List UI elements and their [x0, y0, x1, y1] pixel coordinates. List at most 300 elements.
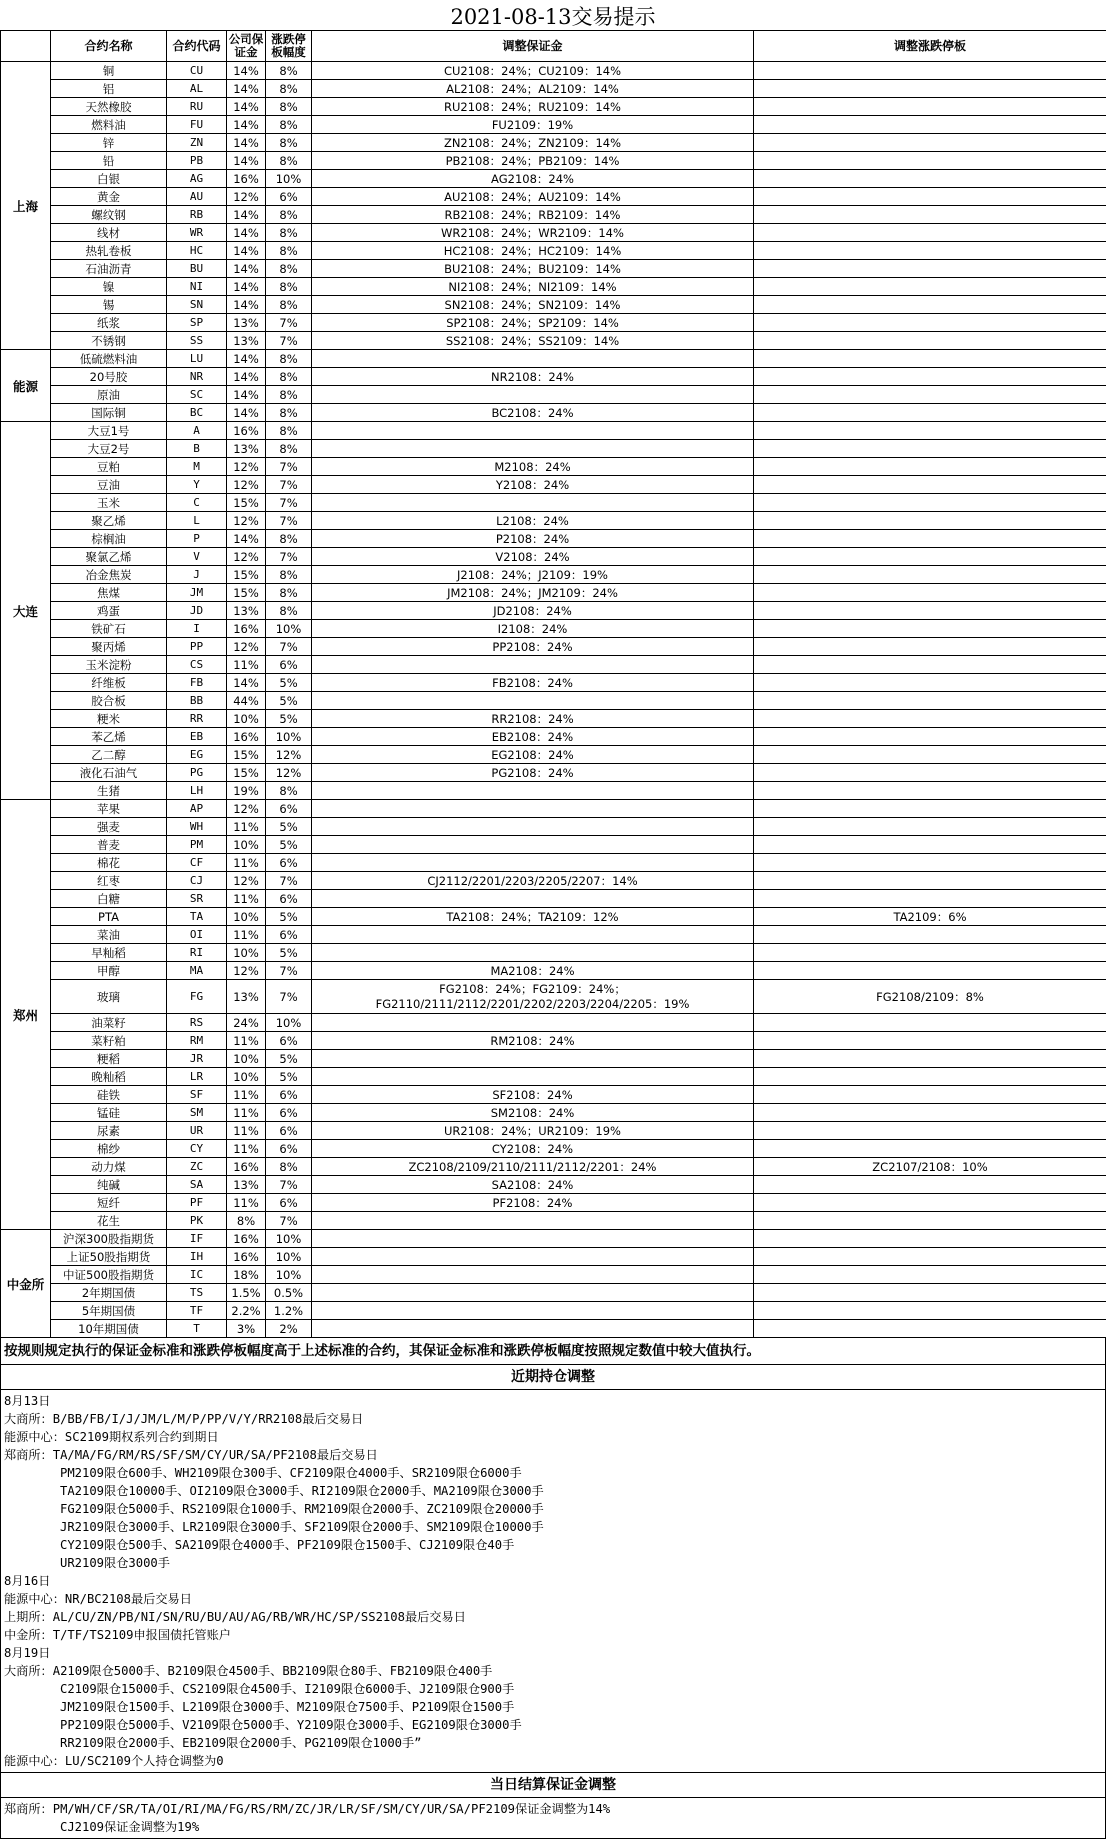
- limit-range-cell: 8%: [266, 224, 312, 242]
- contract-code-cell: RM: [167, 1032, 227, 1050]
- limit-range-cell: 6%: [266, 926, 312, 944]
- contract-code-cell: CU: [167, 62, 227, 80]
- adjusted-limit-cell: [754, 170, 1106, 188]
- adjusted-limit-cell: TA2109：6%: [754, 908, 1106, 926]
- contract-name-cell: 白糖: [51, 890, 167, 908]
- limit-range-cell: 8%: [266, 368, 312, 386]
- company-margin-cell: 2.2%: [227, 1302, 266, 1320]
- contract-code-cell: MA: [167, 962, 227, 980]
- company-margin-cell: 16%: [227, 1230, 266, 1248]
- contract-code-cell: J: [167, 566, 227, 584]
- company-margin-cell: 14%: [227, 386, 266, 404]
- table-row: [1, 494, 1106, 512]
- adjusted-margin-cell: [312, 440, 754, 458]
- table-row: [1, 1212, 1106, 1230]
- table-row: [1, 386, 1106, 404]
- contract-name-cell: 螺纹钢: [51, 206, 167, 224]
- contract-name-cell: 玉米: [51, 494, 167, 512]
- adjusted-limit-cell: [754, 1104, 1106, 1122]
- contract-code-cell: C: [167, 494, 227, 512]
- table-row: [1, 710, 1106, 728]
- company-margin-cell: 24%: [227, 1014, 266, 1032]
- limit-range-cell: 8%: [266, 116, 312, 134]
- limit-range-cell: 6%: [266, 800, 312, 818]
- contract-code-cell: M: [167, 458, 227, 476]
- contract-code-cell: CS: [167, 656, 227, 674]
- adjusted-margin-cell: M2108：24%: [312, 458, 754, 476]
- notice-line: C2109限仓15000手、CS2109限仓4500手、I2109限仓6000手、J2109限仓900手: [4, 1680, 1102, 1698]
- contract-name-cell: 聚丙烯: [51, 638, 167, 656]
- table-row: [1, 782, 1106, 800]
- contract-code-cell: SP: [167, 314, 227, 332]
- limit-range-cell: 12%: [266, 746, 312, 764]
- contract-name-cell: 镍: [51, 278, 167, 296]
- adjusted-limit-cell: FG2108/2109：8%: [754, 980, 1106, 1014]
- limit-range-cell: 6%: [266, 1194, 312, 1212]
- limit-range-cell: 8%: [266, 206, 312, 224]
- table-row: [1, 962, 1106, 980]
- table-row: [1, 404, 1106, 422]
- contract-code-cell: PG: [167, 764, 227, 782]
- table-row: [1, 1158, 1106, 1176]
- contract-code-cell: OI: [167, 926, 227, 944]
- company-margin-cell: 16%: [227, 422, 266, 440]
- adjusted-limit-cell: [754, 656, 1106, 674]
- contract-code-cell: AP: [167, 800, 227, 818]
- table-row: [1, 296, 1106, 314]
- contract-name-cell: 聚氯乙烯: [51, 548, 167, 566]
- margin-table: [0, 30, 1106, 1338]
- adjusted-margin-cell: PF2108：24%: [312, 1194, 754, 1212]
- contract-name-cell: 聚乙烯: [51, 512, 167, 530]
- company-margin-cell: 10%: [227, 836, 266, 854]
- contract-code-cell: I: [167, 620, 227, 638]
- limit-range-cell: 5%: [266, 1068, 312, 1086]
- adjusted-limit-cell: [754, 728, 1106, 746]
- contract-name-cell: 铁矿石: [51, 620, 167, 638]
- table-row: [1, 746, 1106, 764]
- adjusted-limit-cell: [754, 584, 1106, 602]
- limit-range-cell: 5%: [266, 1050, 312, 1068]
- limit-range-cell: 5%: [266, 944, 312, 962]
- table-row: [1, 206, 1106, 224]
- contract-name-cell: 锌: [51, 134, 167, 152]
- contract-name-cell: 白银: [51, 170, 167, 188]
- contract-name-cell: 低硫燃料油: [51, 350, 167, 368]
- adjusted-limit-cell: [754, 872, 1106, 890]
- adjusted-margin-cell: Y2108：24%: [312, 476, 754, 494]
- table-row: [1, 800, 1106, 818]
- table-row: [1, 1194, 1106, 1212]
- adjusted-limit-cell: [754, 548, 1106, 566]
- position-section-title: 近期持仓调整: [0, 1365, 1106, 1390]
- adjusted-margin-cell: [312, 692, 754, 710]
- adjusted-margin-cell: ZC2108/2109/2110/2111/2112/2201：24%: [312, 1158, 754, 1176]
- adjusted-limit-cell: [754, 1266, 1106, 1284]
- company-margin-cell: 3%: [227, 1320, 266, 1338]
- contract-name-cell: 强麦: [51, 818, 167, 836]
- adjusted-margin-cell: FG2108：24%；FG2109：24%； FG2110/2111/2112/2201/2202/2203/2204/2205：19%: [312, 980, 754, 1014]
- contract-name-cell: 冶金焦炭: [51, 566, 167, 584]
- contract-name-cell: 铝: [51, 80, 167, 98]
- adjusted-margin-cell: NR2108：24%: [312, 368, 754, 386]
- contract-code-cell: EB: [167, 728, 227, 746]
- limit-range-cell: 8%: [266, 80, 312, 98]
- notice-line: 中金所：T/TF/TS2109申报国债托管账户: [4, 1626, 1102, 1644]
- table-row: [1, 62, 1106, 80]
- table-row: [1, 278, 1106, 296]
- table-row: [1, 170, 1106, 188]
- company-margin-cell: 15%: [227, 746, 266, 764]
- adjusted-limit-cell: [754, 494, 1106, 512]
- company-margin-cell: 11%: [227, 656, 266, 674]
- company-margin-cell: 15%: [227, 584, 266, 602]
- contract-name-cell: 豆油: [51, 476, 167, 494]
- adjusted-margin-cell: [312, 494, 754, 512]
- adjusted-limit-cell: [754, 368, 1106, 386]
- contract-code-cell: RU: [167, 98, 227, 116]
- table-row: [1, 674, 1106, 692]
- header-adjusted-margin: 调整保证金: [312, 31, 754, 62]
- table-row: [1, 1230, 1106, 1248]
- limit-range-cell: 8%: [266, 404, 312, 422]
- adjusted-limit-cell: [754, 98, 1106, 116]
- limit-range-cell: 7%: [266, 638, 312, 656]
- contract-name-cell: 尿素: [51, 1122, 167, 1140]
- adjusted-margin-cell: [312, 1014, 754, 1032]
- adjusted-margin-cell: J2108：24%；J2109：19%: [312, 566, 754, 584]
- adjusted-margin-cell: [312, 656, 754, 674]
- notice-line: TA2109限仓10000手、OI2109限仓3000手、RI2109限仓2000手、MA2109限仓3000手: [4, 1482, 1102, 1500]
- table-row: [1, 656, 1106, 674]
- limit-range-cell: 8%: [266, 152, 312, 170]
- limit-range-cell: 5%: [266, 674, 312, 692]
- contract-name-cell: 5年期国债: [51, 1302, 167, 1320]
- adjusted-limit-cell: [754, 1248, 1106, 1266]
- contract-code-cell: UR: [167, 1122, 227, 1140]
- limit-range-cell: 7%: [266, 494, 312, 512]
- table-row: [1, 1176, 1106, 1194]
- table-row: [1, 422, 1106, 440]
- adjusted-margin-cell: SN2108：24%；SN2109：14%: [312, 296, 754, 314]
- adjusted-margin-cell: [312, 782, 754, 800]
- adjusted-margin-cell: AG2108：24%: [312, 170, 754, 188]
- contract-name-cell: 胶合板: [51, 692, 167, 710]
- table-row: [1, 836, 1106, 854]
- rule-note: 按规则规定执行的保证金标准和涨跌停板幅度高于上述标准的合约，其保证金标准和涨跌停板幅度按照规定数值中较大值执行。: [0, 1338, 1106, 1365]
- table-row: [1, 314, 1106, 332]
- contract-code-cell: TA: [167, 908, 227, 926]
- contract-name-cell: 鸡蛋: [51, 602, 167, 620]
- company-margin-cell: 10%: [227, 710, 266, 728]
- limit-range-cell: 7%: [266, 512, 312, 530]
- adjusted-limit-cell: [754, 602, 1106, 620]
- limit-range-cell: 8%: [266, 782, 312, 800]
- table-row: [1, 152, 1106, 170]
- adjusted-margin-cell: [312, 1284, 754, 1302]
- contract-code-cell: IF: [167, 1230, 227, 1248]
- table-row: [1, 458, 1106, 476]
- company-margin-cell: 12%: [227, 188, 266, 206]
- adjusted-margin-cell: BU2108：24%；BU2109：14%: [312, 260, 754, 278]
- contract-name-cell: 粳稻: [51, 1050, 167, 1068]
- limit-range-cell: 12%: [266, 764, 312, 782]
- contract-name-cell: 普麦: [51, 836, 167, 854]
- adjusted-limit-cell: ZC2107/2108：10%: [754, 1158, 1106, 1176]
- contract-name-cell: 中证500股指期货: [51, 1266, 167, 1284]
- limit-range-cell: 8%: [266, 440, 312, 458]
- adjusted-margin-cell: JD2108：24%: [312, 602, 754, 620]
- notice-line: PM2109限仓600手、WH2109限仓300手、CF2109限仓4000手、SR2109限仓6000手: [4, 1464, 1102, 1482]
- company-margin-cell: 12%: [227, 548, 266, 566]
- adjusted-margin-cell: [312, 1248, 754, 1266]
- limit-range-cell: 7%: [266, 458, 312, 476]
- contract-code-cell: CJ: [167, 872, 227, 890]
- adjusted-limit-cell: [754, 620, 1106, 638]
- table-row: [1, 1302, 1106, 1320]
- table-row: [1, 818, 1106, 836]
- adjusted-margin-cell: RR2108：24%: [312, 710, 754, 728]
- contract-code-cell: AG: [167, 170, 227, 188]
- adjusted-limit-cell: [754, 458, 1106, 476]
- limit-range-cell: 8%: [266, 134, 312, 152]
- contract-code-cell: SS: [167, 332, 227, 350]
- company-margin-cell: 11%: [227, 1086, 266, 1104]
- adjusted-margin-cell: JM2108：24%；JM2109：24%: [312, 584, 754, 602]
- contract-name-cell: 原油: [51, 386, 167, 404]
- adjusted-margin-cell: TA2108：24%；TA2109：12%: [312, 908, 754, 926]
- contract-code-cell: SF: [167, 1086, 227, 1104]
- notice-line: 上期所：AL/CU/ZN/PB/NI/SN/RU/BU/AU/AG/RB/WR/HC/SP/SS2108最后交易日: [4, 1608, 1102, 1626]
- adjusted-limit-cell: [754, 530, 1106, 548]
- contract-code-cell: WR: [167, 224, 227, 242]
- contract-name-cell: 沪深300股指期货: [51, 1230, 167, 1248]
- contract-name-cell: 不锈钢: [51, 332, 167, 350]
- adjusted-limit-cell: [754, 1194, 1106, 1212]
- limit-range-cell: 8%: [266, 386, 312, 404]
- company-margin-cell: 13%: [227, 332, 266, 350]
- company-margin-cell: 11%: [227, 1194, 266, 1212]
- contract-name-cell: 粳米: [51, 710, 167, 728]
- table-row: [1, 530, 1106, 548]
- limit-range-cell: 7%: [266, 548, 312, 566]
- exchange-header: [1, 31, 51, 62]
- limit-range-cell: 8%: [266, 242, 312, 260]
- limit-range-cell: 7%: [266, 314, 312, 332]
- contract-code-cell: A: [167, 422, 227, 440]
- adjusted-limit-cell: [754, 134, 1106, 152]
- company-margin-cell: 14%: [227, 278, 266, 296]
- adjusted-limit-cell: [754, 350, 1106, 368]
- contract-name-cell: 锰硅: [51, 1104, 167, 1122]
- adjusted-margin-cell: P2108：24%: [312, 530, 754, 548]
- notice-line: FG2109限仓5000手、RS2109限仓1000手、RM2109限仓2000手、ZC2109限仓20000手: [4, 1500, 1102, 1518]
- limit-range-cell: 5%: [266, 836, 312, 854]
- page-title: 2021-08-13交易提示: [0, 0, 1106, 30]
- adjusted-margin-cell: AU2108：24%；AU2109：14%: [312, 188, 754, 206]
- notice-line: 能源中心：NR/BC2108最后交易日: [4, 1590, 1102, 1608]
- contract-name-cell: 黄金: [51, 188, 167, 206]
- contract-name-cell: 棉花: [51, 854, 167, 872]
- adjusted-margin-cell: SM2108：24%: [312, 1104, 754, 1122]
- adjusted-limit-cell: [754, 1032, 1106, 1050]
- limit-range-cell: 8%: [266, 98, 312, 116]
- limit-range-cell: 10%: [266, 170, 312, 188]
- contract-code-cell: L: [167, 512, 227, 530]
- contract-code-cell: SR: [167, 890, 227, 908]
- adjusted-margin-cell: I2108：24%: [312, 620, 754, 638]
- table-row: [1, 242, 1106, 260]
- adjusted-limit-cell: [754, 1320, 1106, 1338]
- company-margin-cell: 10%: [227, 944, 266, 962]
- table-row: [1, 692, 1106, 710]
- adjusted-limit-cell: [754, 62, 1106, 80]
- adjusted-limit-cell: [754, 1014, 1106, 1032]
- company-margin-cell: 44%: [227, 692, 266, 710]
- table-row: [1, 224, 1106, 242]
- table-row: [1, 926, 1106, 944]
- contract-code-cell: NI: [167, 278, 227, 296]
- contract-code-cell: TF: [167, 1302, 227, 1320]
- adjusted-limit-cell: [754, 890, 1106, 908]
- limit-range-cell: 6%: [266, 1032, 312, 1050]
- limit-range-cell: 0.5%: [266, 1284, 312, 1302]
- adjusted-margin-cell: [312, 1266, 754, 1284]
- notice-line: 8月13日: [4, 1392, 1102, 1410]
- company-margin-cell: 16%: [227, 1158, 266, 1176]
- adjusted-limit-cell: [754, 332, 1106, 350]
- contract-code-cell: CF: [167, 854, 227, 872]
- table-row: [1, 260, 1106, 278]
- limit-range-cell: 8%: [266, 566, 312, 584]
- contract-name-cell: 晚籼稻: [51, 1068, 167, 1086]
- contract-code-cell: WH: [167, 818, 227, 836]
- contract-code-cell: PM: [167, 836, 227, 854]
- contract-code-cell: TS: [167, 1284, 227, 1302]
- limit-range-cell: 5%: [266, 710, 312, 728]
- limit-range-cell: 1.2%: [266, 1302, 312, 1320]
- header-limit-range: 涨跌停板幅度: [266, 31, 312, 62]
- table-row: [1, 1122, 1106, 1140]
- contract-code-cell: IH: [167, 1248, 227, 1266]
- notice-line: 能源中心：SC2109期权系列合约到期日: [4, 1428, 1102, 1446]
- limit-range-cell: 6%: [266, 890, 312, 908]
- contract-name-cell: 上证50股指期货: [51, 1248, 167, 1266]
- company-margin-cell: 13%: [227, 1176, 266, 1194]
- exchange-label: 上海: [1, 62, 51, 350]
- contract-name-cell: 硅铁: [51, 1086, 167, 1104]
- adjusted-margin-cell: SF2108：24%: [312, 1086, 754, 1104]
- contract-code-cell: RB: [167, 206, 227, 224]
- adjusted-margin-cell: [312, 890, 754, 908]
- table-row: [1, 1248, 1106, 1266]
- company-margin-cell: 13%: [227, 602, 266, 620]
- contract-name-cell: 锡: [51, 296, 167, 314]
- limit-range-cell: 10%: [266, 620, 312, 638]
- company-margin-cell: 11%: [227, 818, 266, 836]
- adjusted-limit-cell: [754, 1176, 1106, 1194]
- adjusted-margin-cell: [312, 836, 754, 854]
- adjusted-margin-cell: SA2108：24%: [312, 1176, 754, 1194]
- company-margin-cell: 14%: [227, 674, 266, 692]
- limit-range-cell: 7%: [266, 980, 312, 1014]
- limit-range-cell: 8%: [266, 260, 312, 278]
- contract-name-cell: 苯乙烯: [51, 728, 167, 746]
- adjusted-limit-cell: [754, 440, 1106, 458]
- limit-range-cell: 8%: [266, 602, 312, 620]
- adjusted-margin-cell: [312, 350, 754, 368]
- company-margin-cell: 11%: [227, 890, 266, 908]
- company-margin-cell: 19%: [227, 782, 266, 800]
- adjusted-limit-cell: [754, 404, 1106, 422]
- table-row: [1, 80, 1106, 98]
- adjusted-limit-cell: [754, 1086, 1106, 1104]
- company-margin-cell: 16%: [227, 620, 266, 638]
- adjusted-margin-cell: MA2108：24%: [312, 962, 754, 980]
- adjusted-margin-cell: [312, 1302, 754, 1320]
- limit-range-cell: 6%: [266, 1086, 312, 1104]
- contract-name-cell: 2年期国债: [51, 1284, 167, 1302]
- contract-name-cell: 纸浆: [51, 314, 167, 332]
- limit-range-cell: 5%: [266, 818, 312, 836]
- notice-line: JR2109限仓3000手、LR2109限仓3000手、SF2109限仓2000手、SM2109限仓10000手: [4, 1518, 1102, 1536]
- table-row: [1, 368, 1106, 386]
- adjusted-margin-cell: HC2108：24%；HC2109：14%: [312, 242, 754, 260]
- adjusted-limit-cell: [754, 1284, 1106, 1302]
- contract-name-cell: 玉米淀粉: [51, 656, 167, 674]
- contract-code-cell: SN: [167, 296, 227, 314]
- adjusted-limit-cell: [754, 800, 1106, 818]
- contract-code-cell: AL: [167, 80, 227, 98]
- limit-range-cell: 5%: [266, 692, 312, 710]
- table-row: [1, 1140, 1106, 1158]
- table-row: [1, 890, 1106, 908]
- adjusted-margin-cell: CJ2112/2201/2203/2205/2207：14%: [312, 872, 754, 890]
- company-margin-cell: 10%: [227, 1068, 266, 1086]
- table-row: [1, 908, 1106, 926]
- table-row: [1, 1104, 1106, 1122]
- contract-name-cell: 燃料油: [51, 116, 167, 134]
- company-margin-cell: 11%: [227, 1140, 266, 1158]
- adjusted-limit-cell: [754, 260, 1106, 278]
- adjusted-margin-cell: SS2108：24%；SS2109：14%: [312, 332, 754, 350]
- contract-code-cell: JR: [167, 1050, 227, 1068]
- company-margin-cell: 14%: [227, 260, 266, 278]
- company-margin-cell: 14%: [227, 134, 266, 152]
- contract-name-cell: 油菜籽: [51, 1014, 167, 1032]
- contract-name-cell: PTA: [51, 908, 167, 926]
- contract-code-cell: SC: [167, 386, 227, 404]
- company-margin-cell: 14%: [227, 368, 266, 386]
- adjusted-margin-cell: RB2108：24%；RB2109：14%: [312, 206, 754, 224]
- company-margin-cell: 10%: [227, 908, 266, 926]
- table-row: [1, 188, 1106, 206]
- table-row: [1, 1320, 1106, 1338]
- notice-line: 大商所：A2109限仓5000手、B2109限仓4500手、BB2109限仓80手、FB2109限仓400手: [4, 1662, 1102, 1680]
- table-row: [1, 764, 1106, 782]
- company-margin-cell: 14%: [227, 62, 266, 80]
- adjusted-limit-cell: [754, 80, 1106, 98]
- company-margin-cell: 14%: [227, 206, 266, 224]
- table-row: [1, 1266, 1106, 1284]
- table-row: [1, 1086, 1106, 1104]
- company-margin-cell: 11%: [227, 1104, 266, 1122]
- adjusted-margin-cell: CU2108：24%；CU2109：14%: [312, 62, 754, 80]
- limit-range-cell: 7%: [266, 332, 312, 350]
- company-margin-cell: 11%: [227, 926, 266, 944]
- adjusted-limit-cell: [754, 224, 1106, 242]
- contract-code-cell: RR: [167, 710, 227, 728]
